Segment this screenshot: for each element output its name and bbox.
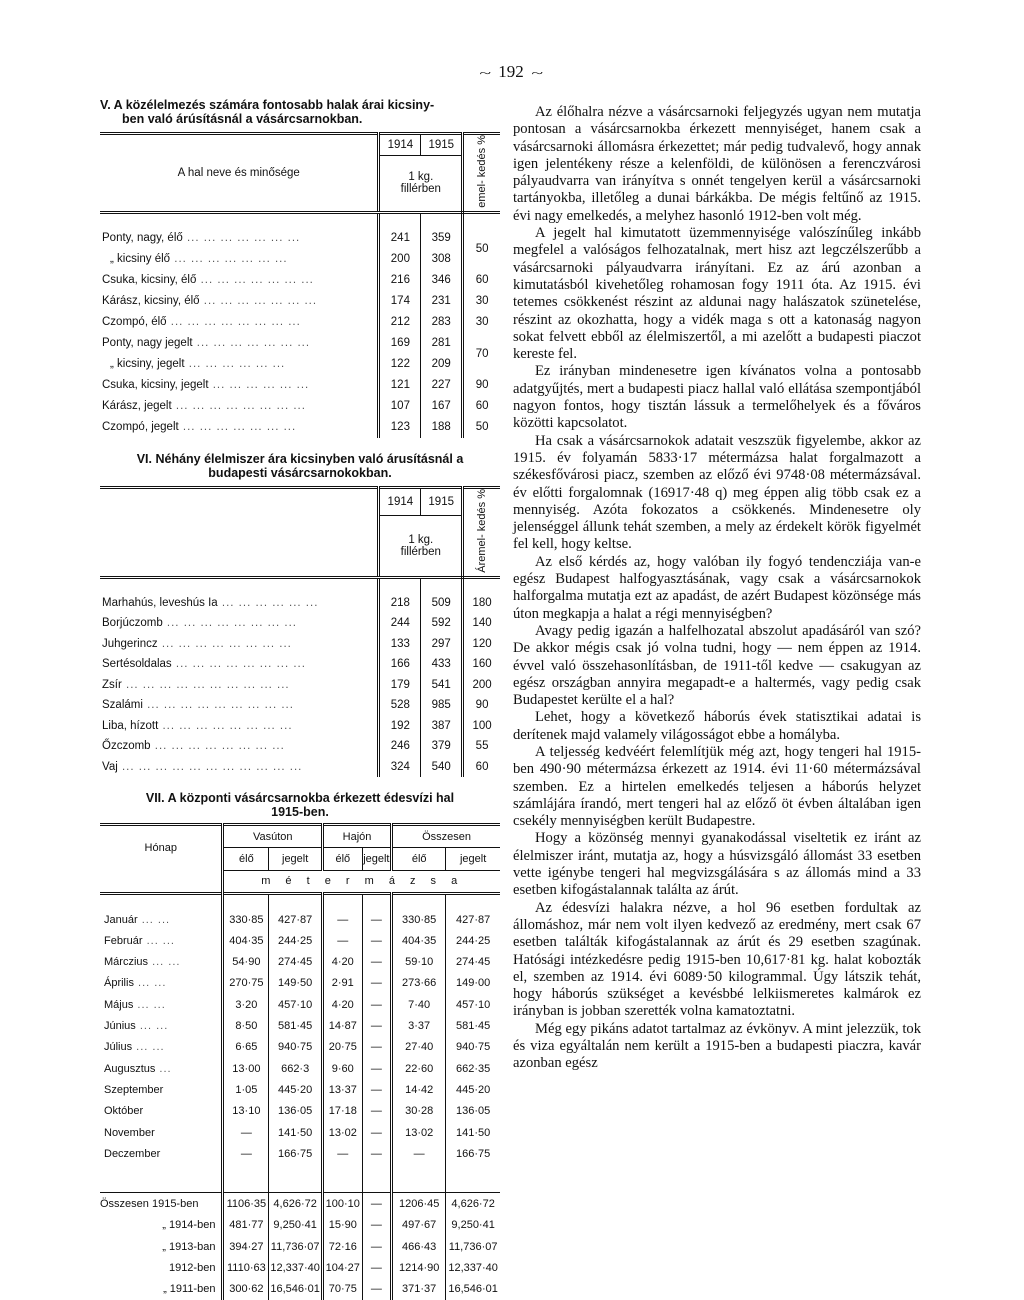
table-row: November — 141·50 13·02 — 13·02 141·50 [100, 1122, 500, 1143]
table-row: Február ... ... 404·35 244·25 — — 404·35 244·25 [100, 930, 500, 951]
table-row: Marhahús, leveshús Ia ... ... ... ... ... ... 218 509 180 [100, 593, 500, 614]
table-row: Márczius ... ... 54·90 274·45 4·20 — 59·10 274·45 [100, 952, 500, 973]
table-row: Czompó, élő ... ... ... ... ... ... ... ... 212 283 30 [100, 312, 500, 333]
paragraph: Ez irányban mindenesetre igen kívánatos volna a pontosabb adatgyűjtés, mert a budapesti piacz hallal való ellátása szempontjából nagyon fontos, hogy tisztán lássuk a termelőhelyek és a főváros közötti kapcsolatot. [513, 363, 921, 432]
section6-title: VI. Néhány élelmiszer ára kicsinyben való árusításnál a budapesti vásárcsarnokokban. [136, 451, 464, 480]
table-row: Október 13·10 136·05 17·18 — 30·28 136·05 [100, 1101, 500, 1122]
table-row: Juhgerincz ... ... ... ... ... ... ... ... 133 297 120 [100, 634, 500, 655]
table-row: Ponty, nagy, élő ... ... ... ... ... ... ... 241 359 50 [100, 228, 500, 249]
table-header: A hal neve és minősége 1914 1915 emel- kedés % [100, 134, 500, 156]
col-name-header: A hal neve és minősége [100, 134, 379, 213]
table-row: Czompó, jegelt ... ... ... ... ... ... ... 123 188 50 [100, 417, 500, 438]
table-row: Szalámi ... ... ... ... ... ... ... ... ... 528 985 90 [100, 695, 500, 716]
table-row: Deczember — 166·75 — — — 166·75 [100, 1143, 500, 1164]
paragraph: Ha csak a vásárcsarnokok adatait veszszük figyelembe, akkor az 1915. év folyamán 5833·17 métermázsa halat forgalmazott a székesfővárosi piacz, szemben az előző évi 9748·08 métermázsával. év előtti forgalomnak (16917·48 q) meg éppen alig több csak ez a mennyiség. Azóta fokozatos a csökkenés. Mindenesetre oly jelenséggel állunk tehát szemben, a mely az érdekelt körök figyelmét fel kell, hogy keltse. [513, 432, 921, 553]
table-row: „ kicsiny, jegelt ... ... ... ... ... ... 122 209 [100, 354, 500, 375]
table-row: Január ... ... 330·85 427·87 — — 330·85 427·87 [100, 909, 500, 930]
table-row: Zsír ... ... ... ... ... ... ... ... ... ... 179 541 200 [100, 675, 500, 696]
table-row: Őzczomb ... ... ... ... ... ... ... ... 246 379 55 [100, 736, 500, 757]
section7-title: VII. A központi vásárcsarnokba érkezett édesvízi hal 1915-ben. [145, 791, 455, 820]
table-row: Szeptember 1·05 445·20 13·37 — 14·42 445·20 [100, 1079, 500, 1100]
paragraph: A jegelt hal kimutatott üzemmennyisége valószínűleg inkább megfelel a valóságos felhozatalnak, mert hisz azt legczélszerűbb a vásárcsarnoki pályaudvarra irányítani. Ez az árú azonban a kimutatásból kivehetőleg rohamosan fogy 1911 óta. Az 1915. évi tetemes csökkenést részint az aldunai nagy halászatok szünetelése, részint az okozhatta, hogy a vidék maga s ott a katonaság nagyon sokat felvett ebből az élelmiszertől, a mi azelőtt a budapesti piaczot kereste fel. [513, 225, 921, 363]
table-header: 1914 1915 Áremel- kedés % [100, 487, 500, 515]
total-row: „ 1913-ban 394·27 11,736·07 72·16 — 466·43 11,736·07 [100, 1236, 500, 1257]
section5-title: V. A közélelmezés számára fontosabb halak árai kicsiny- ben való árúsításnál a vásárcsarnokban. [100, 98, 435, 126]
right-column-text [513, 104, 921, 1073]
page-number: ~ 192 ~ [479, 62, 543, 81]
table-row: Csuka, kicsiny, jegelt ... ... ... ... ... ... 121 227 90 [100, 375, 500, 396]
left-column [100, 98, 500, 1300]
paragraph: A teljesség kedvéért felemlítjük még azt, hogy tengeri hal 1915-ben 490·90 métermázsa érkezett az 1914. évi 11·60 métermázsával szemben. Ez a hirtelen emelkedés teljesen a háborús helyzet számlájára írandó, mert tengeri hal az előző öt évben általában igen csekély mennyiségben került Budapestre. [513, 743, 921, 830]
table-row: Liba, hízott ... ... ... ... ... ... ... ... 192 387 100 [100, 716, 500, 737]
total-row: „ 1911-ben 300·62 16,546·01 70·75 — 371·37 16,546·01 [100, 1279, 500, 1300]
table-row: Kárász, jegelt ... ... ... ... ... ... ... ... 107 167 60 [100, 396, 500, 417]
paragraph: Hogy a közönség mennyi gyanakodással viseltetik ez iránt az élelmiszer iránt, mutatja az, hogy a húsvizsgáló állomást 33 esetben vette igénybe tengeri hal megvizsgálására s az állomás mind a 33 esetben kifogástalannak találta az árút. [513, 830, 921, 899]
paragraph: Avagy pedig igazán a halfelhozatal abszolut apadásáról van szó? De akkor mégis csak jó volna tudni, hogy — nem éppen az 1914. évvel való összehasonlításban, de 1911-től kedve — csakugyan az egész országban annyira megapadt-e a haltermés, vagy pedig csak Budapestet kerülte el a hal? [513, 622, 921, 709]
col-change-header: emel- kedés % [463, 134, 500, 213]
table-row: Április ... ... 270·75 149·50 2·91 — 273·66 149·00 [100, 973, 500, 994]
table-row: Borjúczomb ... ... ... ... ... ... ... ... 244 592 140 [100, 613, 500, 634]
paragraph: Lehet, hogy a következő háborús évek statisztikai adatai is derítenek majd valamely világosságot ebbe a homályba. [513, 709, 921, 743]
total-row: Összesen 1915-ben 1106·35 4,626·72 100·10 — 1206·45 4,626·72 [100, 1193, 500, 1215]
paragraph: Az első kérdés az, hogy valóban ily fogyó tendencziája van-e egész Budapest halfogyasztásának, vagy csak a vásárcsarnokok halforgalma mutatja ezt az apadást, de azért Budapest közönsége más úton megkapja a halat a régi mennyiségben? [513, 553, 921, 622]
table-row: „ kicsiny élő ... ... ... ... ... ... ... 200 308 [100, 249, 500, 270]
table-row: Csuka, kicsiny, élő ... ... ... ... ... ... ... 216 346 60 [100, 270, 500, 291]
table-row: Kárász, kicsiny, élő ... ... ... ... ... ... ... 174 231 30 [100, 291, 500, 312]
table-row: Május ... ... 3·20 457·10 4·20 — 7·40 457·10 [100, 994, 500, 1015]
table-row: Sertésoldalas ... ... ... ... ... ... ... ... 166 433 160 [100, 654, 500, 675]
total-row: „ 1914-ben 481·77 9,250·41 15·90 — 497·67 9,250·41 [100, 1215, 500, 1236]
table-row: Augusztus ... 13·00 662·3 9·60 — 22·60 662·35 [100, 1058, 500, 1079]
paragraph: Az élőhalra nézve a vásárcsarnoki feljegyzés ugyan nem mutatja pontosan a vásárcsarnokba érkezett mennyiséget, hanem csak a vásárcsarnoki állomásra érkezettet; már pedig tudvalevő, hogy annak igen jelentékeny része a kelenföldi, de különösen a ferenczvárosi pályaudvarra van irányítva s onnét tengelyen kerül a vásárcsarnoki tartányokba, illetőleg a dunai bárkákba. De mégis feltűnő az 1915. évi nagy emelkedés, a melyhez hasonló 1912-ben volt még. [513, 104, 921, 224]
table-row: Vaj ... ... ... ... ... ... ... ... ... ... ... 324 540 60 [100, 757, 500, 778]
fish-price-table: A hal neve és minősége 1914 1915 emel- kedés % 1 kg. fillérben Ponty, nagy, élő ... ... ... ... ... ... ... 241 359 50 „ kicsiny élő ... ... ... ... ... ... ... 200 308 Csuka, kicsiny, élő ... ... ... ... ... ... ... 216 346 60 Kárász, kicsiny, élő ... ... ... ... ... ... ... 174 231 30 Czompó, élő ... ... ... ... ... ... ... ... 212 283 30 Ponty, nagy jegelt ... ... ... ... ... ... ... 169 281 70 „ kicsiny, jegelt ... ... ... ... ... ... 122 209 Csuka, kicsiny, jegelt ... ... ... ... ... ... 121 227 90 Kárász, jegelt ... ... ... ... ... ... ... ... 107 167 60 Czompó, jegelt ... ... ... ... ... ... ... 123 188 50 [100, 132, 500, 438]
ornament-left-icon: ~ [479, 66, 491, 80]
table-row: Ponty, nagy jegelt ... ... ... ... ... ... ... 169 281 70 [100, 333, 500, 354]
table-row: Július ... ... 6·65 940·75 20·75 — 27·40 940·75 [100, 1037, 500, 1058]
freshwater-fish-table: Hónap Vasúton Hajón Összesen élő jegelt élő jegelt élő jegelt m é t e r m á z s a Január ... ... 330·85 427·87 — — 330·85 427·87 Február ... ... 404·35 244·25 — — 404·35 244·25 Márczius ... ... 54·90 274·45 4·20 — 59·10 274·45 Április ... ... 270·75 149·50 2·91 — 273·66 149·00 Május ... ... 3·20 457·10 4·20 — 7·40 457·10 Június ... ... 8·50 581·45 14·87 — 3·37 581·45 Július ... ... 6·65 940·75 20·75 — 27·40 940·75 Augusztus ... 13·00 662·3 9·60 — 22·60 662·35 Szeptember 1·05 445·20 13·37 — 14·42 445·20 Október 13·10 136·05 17·18 — 30·28 136·05 November — 141·50 13·02 — 13·02 141·50 Deczember — 166·75 — — — 166·75 Összesen 1915-ben 1106·35 4,626·72 100·10 — 1206·45 4,626·72 „ 1914-ben 481·77 9,250·41 15·90 — 497·67 9,250·41 „ 1913-ban 394·27 11,736·07 72·16 — 466·43 11,736·07 1912-ben 1110·63 12,337·40 104·27 — 1214·90 12,337·40 „ 1911-ben 300·62 16,546·01 70·75 — 371·37 16,546·01 [100, 823, 500, 1300]
paragraph: Az édesvízi halakra nézve, a hol 96 esetben fordultak az állomáshoz, már nem volt ilyen kedvező az eredmény, mert csak 67 esetben találták kifogástalannak az árút és 29 esetben szagúnak. Hatósági intézkedésre pedig 1915-ben 10,617·81 kg. halat kobozták el, szemben az 1914. évi 6089·50 kilogrammal. Úgy látszik tehát, hogy háborús szükséget a kevésbbé lelkiismeretes kalmárok ez irányban is jobban szerették volna kamatoztatni. [513, 899, 921, 1020]
total-row: 1912-ben 1110·63 12,337·40 104·27 — 1214·90 12,337·40 [100, 1257, 500, 1278]
paragraph: Még egy pikáns adatot tartalmaz az évkönyv. A mint jelezzük, tok és viza egyáltalán nem került a 1915-ben a budapesti piaczra, kavár azonban egész [513, 1020, 921, 1072]
col-change-header: Áremel- kedés % [463, 487, 500, 577]
table-header: Hónap Vasúton Hajón Összesen [100, 825, 500, 848]
ornament-right-icon: ~ [531, 66, 543, 80]
food-price-table: 1914 1915 Áremel- kedés % 1 kg. fillérben Marhahús, leveshús Ia ... ... ... ... ... ... 218 509 180 Borjúczomb ... ... ... ... ... ... ... ... 244 592 140 Juhgerincz ... ... ... ... ... ... ... ... 133 297 120 Sertésoldalas ... ... ... ... ... ... ... ... 166 433 160 Zsír ... ... ... ... ... ... ... ... ... ... 179 541 200 Szalámi ... ... ... ... ... ... ... ... ... 528 985 90 Liba, hízott ... ... ... ... ... ... ... ... 192 387 100 Őzczomb ... ... ... ... ... ... ... ... 246 379 55 Vaj ... ... ... ... ... ... ... ... ... ... ... 324 540 60 [100, 486, 500, 777]
table-row: Június ... ... 8·50 581·45 14·87 — 3·37 581·45 [100, 1015, 500, 1036]
